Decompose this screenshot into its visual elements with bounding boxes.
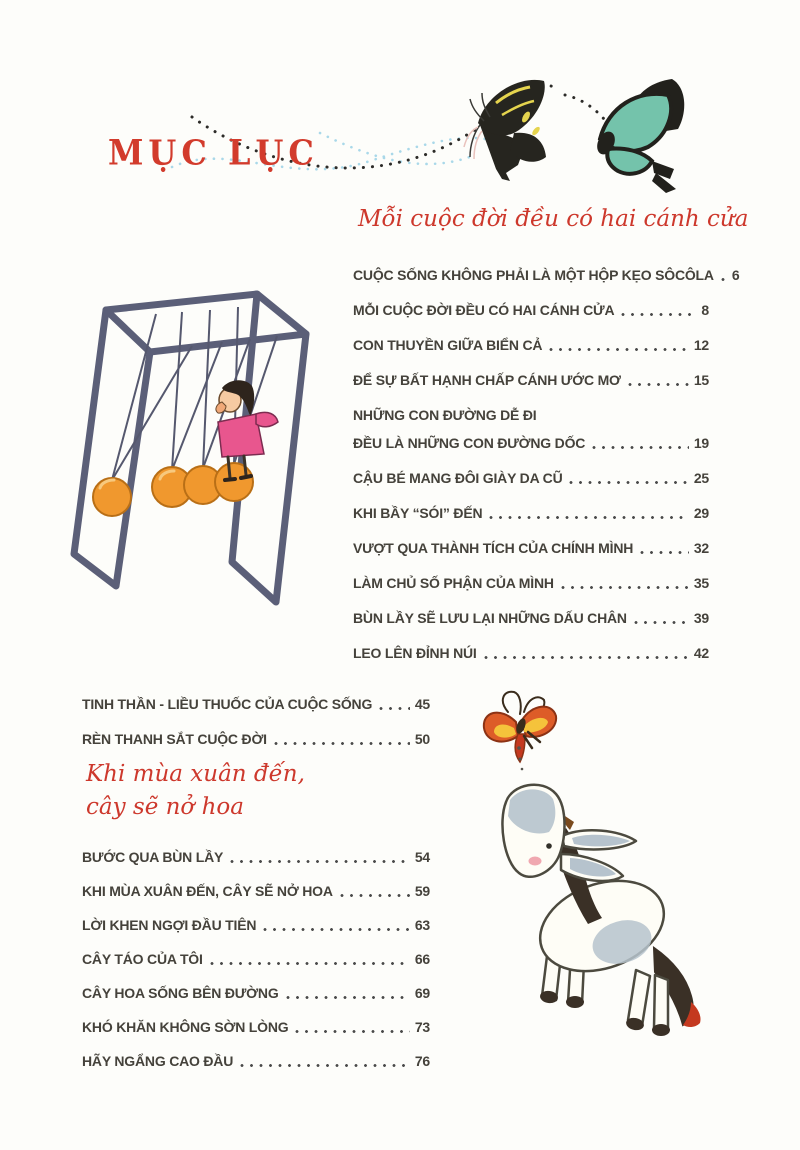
toc-entry-title: KHI BẦY “SÓI” ĐẾN <box>353 505 483 521</box>
toc-entry <box>82 1014 430 1035</box>
toc-entry-page: 19 <box>693 435 709 451</box>
toc-entry-title: VƯỢT QUA THÀNH TÍCH CỦA CHÍNH MÌNH <box>353 540 634 556</box>
toc-entry <box>353 367 709 388</box>
section2-heading-line1: Khi mùa xuân đến, <box>86 761 305 787</box>
dot-leader <box>549 348 689 351</box>
toc-entry <box>353 535 709 556</box>
dot-leader <box>240 1064 410 1067</box>
newtons-cradle-illustration <box>60 282 345 622</box>
toc-entry-page: 12 <box>693 337 709 353</box>
toc-entry <box>82 844 430 865</box>
toc-column-right <box>353 262 740 675</box>
dot-leader <box>640 551 689 554</box>
dot-leader <box>721 278 727 281</box>
toc-entry-title: ĐỂ SỰ BẤT HẠNH CHẤP CÁNH ƯỚC MƠ <box>353 372 621 388</box>
toc-entry-page: 50 <box>414 731 430 747</box>
toc-entry-page: 15 <box>693 372 709 388</box>
dot-leader <box>295 1030 409 1033</box>
toc-entry-title: KHI MÙA XUÂN ĐẾN, CÂY SẼ NỞ HOA <box>82 883 333 899</box>
donkey-illustration <box>450 680 780 1100</box>
toc-entry-line2 <box>353 430 709 451</box>
toc-entry-title: BÙN LẦY SẼ LƯU LẠI NHỮNG DẤU CHÂN <box>353 610 627 626</box>
dot-leader <box>286 996 410 999</box>
dot-leader <box>634 621 689 624</box>
toc-entry <box>82 878 430 899</box>
dot-leader <box>569 481 688 484</box>
toc-entry <box>353 262 740 283</box>
dot-leader <box>274 742 410 745</box>
toc-entry-page: 42 <box>693 645 709 661</box>
donkey-cheek <box>529 857 542 866</box>
toc-entry-title: CON THUYỀN GIỮA BIỂN CẢ <box>353 337 543 353</box>
dot-leader <box>561 586 689 589</box>
toc-entry <box>353 640 709 661</box>
toc-entry <box>82 912 430 933</box>
toc-entry <box>353 332 709 353</box>
dot-leader <box>379 707 410 710</box>
toc-entry-page: 39 <box>693 610 709 626</box>
toc-entry-title: MỖI CUỘC ĐỜI ĐỀU CÓ HAI CÁNH CỬA <box>353 302 615 318</box>
dot-leader <box>210 962 410 965</box>
butterflies-illustration <box>170 55 750 205</box>
toc-entry-page: 76 <box>414 1053 430 1069</box>
orange-butterfly-icon <box>484 692 556 762</box>
toc-entry-page: 59 <box>414 883 430 899</box>
toc-entry <box>82 946 430 967</box>
toc-entry-page: 32 <box>693 540 709 556</box>
toc-entry-page: 45 <box>414 696 430 712</box>
toc-entry <box>82 726 430 747</box>
toc-entry-title: CÂY TÁO CỦA TÔI <box>82 951 203 967</box>
section2-heading-line2: cây sẽ nở hoa <box>86 794 244 820</box>
toc-entry-page: 35 <box>693 575 709 591</box>
toc-entry-page: 54 <box>414 849 430 865</box>
dot-leader <box>484 656 689 659</box>
toc-entry <box>353 500 709 521</box>
toc-entry-title: HÃY NGẨNG CAO ĐẦU <box>82 1053 234 1069</box>
cradle-frame <box>74 294 306 602</box>
green-butterfly-icon <box>594 79 685 193</box>
toc-entry <box>82 691 430 712</box>
toc-entry-page: 25 <box>693 470 709 486</box>
toc-entry-title: KHÓ KHĂN KHÔNG SỜN LÒNG <box>82 1019 289 1035</box>
toc-entry-title: RÈN THANH SẮT CUỘC ĐỜI <box>82 731 267 747</box>
toc-entry-page: 73 <box>414 1019 430 1035</box>
dot-leader <box>592 446 689 449</box>
toc-entry-page: 8 <box>701 302 709 318</box>
toc-column-left-continued <box>82 691 430 761</box>
dot-leader <box>230 860 410 863</box>
donkey-eye <box>546 843 552 849</box>
toc-entry-page: 66 <box>414 951 430 967</box>
dot-leader <box>340 894 410 897</box>
toc-entry-title: LÀM CHỦ SỐ PHẬN CỦA MÌNH <box>353 575 554 591</box>
toc-entry-title: BƯỚC QUA BÙN LẦY <box>82 849 224 865</box>
toc-entry <box>82 1048 430 1069</box>
toc-entry-title: TINH THẦN - LIỀU THUỐC CỦA CUỘC SỐNG <box>82 696 373 712</box>
toc-entry-page: 6 <box>731 267 740 283</box>
dot-leader <box>621 313 696 316</box>
dot-leader <box>263 928 410 931</box>
swallowtail-butterfly-icon <box>464 80 546 181</box>
toc-entry-page: 29 <box>693 505 709 521</box>
toc-entry-title: CUỘC SỐNG KHÔNG PHẢI LÀ MỘT HỘP KẸO SÔCÔLA <box>353 267 714 283</box>
toc-entry-page: 63 <box>414 917 430 933</box>
toc-entry <box>353 570 709 591</box>
page-title: MỤC LỤC <box>108 132 319 174</box>
toc-entry-title: CẬU BÉ MANG ĐÔI GIÀY DA CŨ <box>353 470 563 486</box>
dot-leader <box>489 516 688 519</box>
donkey-icon <box>502 785 700 1036</box>
toc-entry-page: 69 <box>414 985 430 1001</box>
toc-entry-title: LỜI KHEN NGỢI ĐẦU TIÊN <box>82 917 257 933</box>
toc-entry <box>353 297 709 318</box>
section1-heading: Mỗi cuộc đời đều có hai cánh cửa <box>358 206 749 232</box>
dot-leader <box>628 383 689 386</box>
toc-entry-title: ĐỀU LÀ NHỮNG CON ĐƯỜNG DỐC <box>353 435 586 451</box>
toc-entry-line1 <box>353 402 709 423</box>
toc-entry-title: CÂY HOA SỐNG BÊN ĐƯỜNG <box>82 985 279 1001</box>
toc-entry <box>353 605 709 626</box>
toc-entry-title: NHỮNG CON ĐƯỜNG DỄ ĐI <box>353 407 537 423</box>
section2-heading <box>86 758 305 824</box>
toc-column-left <box>82 844 430 1082</box>
toc-entry-title: LEO LÊN ĐỈNH NÚI <box>353 645 477 661</box>
toc-entry <box>82 980 430 1001</box>
toc-entry <box>353 465 709 486</box>
blue-dotted-trail-2 <box>320 133 475 164</box>
